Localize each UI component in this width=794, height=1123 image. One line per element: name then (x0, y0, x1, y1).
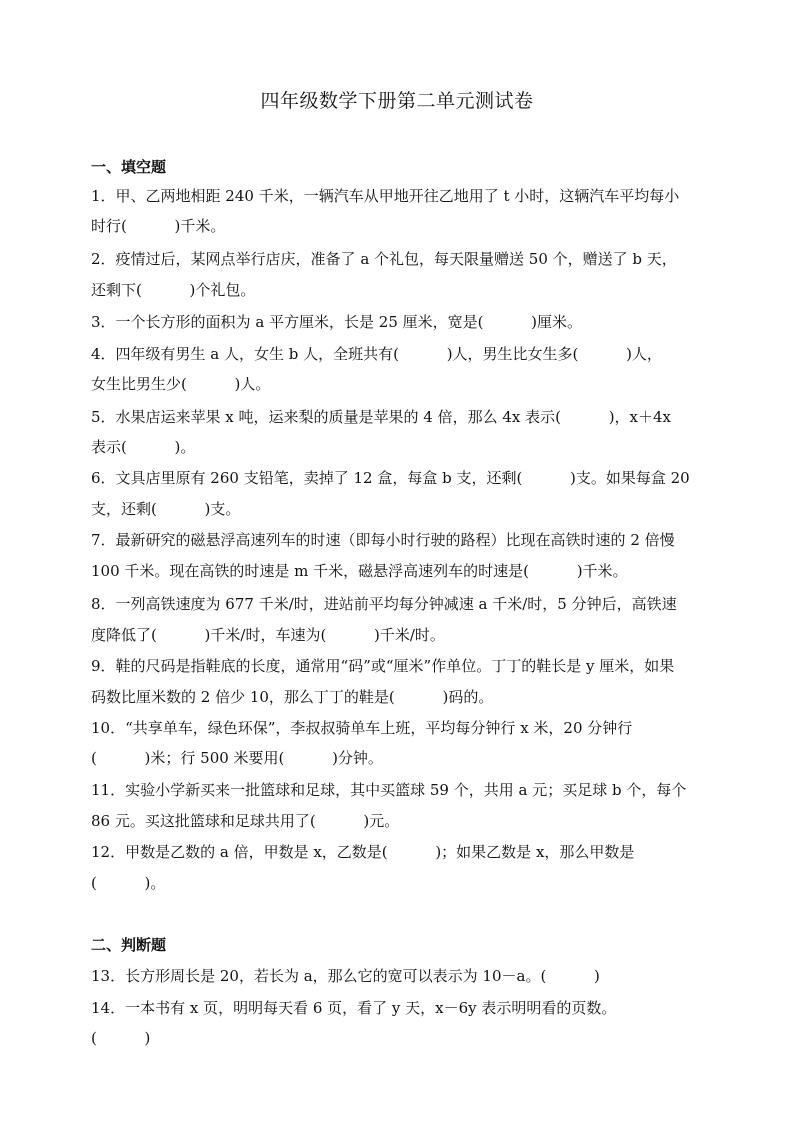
question-line: 86 元。买这批篮球和足球共用了( )元。 (91, 812, 400, 830)
question-line: ( )。 (91, 874, 166, 892)
question-line: 9．鞋的尺码是指鞋底的长度，通常用“码”或“厘米”作单位。丁丁的鞋长是 y 厘米，如果 (91, 657, 675, 675)
question-line: 13．长方形周长是 20，若长为 a，那么它的宽可以表示为 10－a。( ) (91, 967, 600, 985)
question-line: 1．甲、乙两地相距 240 千米，一辆汽车从甲地开往乙地用了 t 小时，这辆汽车平均每小 (91, 187, 680, 205)
question-line: 时行( )千米。 (91, 217, 226, 235)
question-line: 度降低了( )千米/时，车速为( )千米/时。 (91, 626, 445, 644)
question-line: 4．四年级有男生 a 人，女生 b 人，全班共有( )人，男生比女生多( )人， (91, 345, 662, 363)
question-line: 14．一本书有 x 页，明明每天看 6 页，看了 y 天，x－6y 表示明明看的页数。 (91, 999, 617, 1017)
page-title: 四年级数学下册第二单元测试卷 (260, 90, 534, 112)
question-line: 码数比厘米数的 2 倍少 10，那么丁丁的鞋是( )码的。 (91, 688, 494, 706)
question-line: 100 千米。现在高铁的时速是 m 千米，磁悬浮高速列车的时速是( )千米。 (91, 562, 628, 580)
question-line: 还剩下( )个礼包。 (91, 281, 256, 299)
question-line: ( ) (91, 1029, 151, 1047)
question-line: 支，还剩( )支。 (91, 500, 241, 518)
question-line: 12．甲数是乙数的 a 倍，甲数是 x，乙数是( )；如果乙数是 x，那么甲数是 (91, 843, 635, 861)
question-line: 7．最新研究的磁悬浮高速列车的时速（即每小时行驶的路程）比现在高铁时速的 2 倍慢 (91, 531, 675, 549)
question-line: 10．“共享单车，绿色环保”，李叔叔骑单车上班，平均每分钟行 x 米，20 分钟行 (91, 719, 633, 737)
question-line: 2．疫情过后，某网点举行店庆，准备了 a 个礼包，每天限量赠送 50 个，赠送了 b 天， (91, 250, 677, 268)
question-line: 11．实验小学新买来一批篮球和足球，其中买篮球 59 个，共用 a 元；买足球 b 个，每个 (91, 781, 687, 799)
question-line: 3．一个长方形的面积为 a 平方厘米，长是 25 厘米，宽是( )厘米。 (91, 313, 583, 331)
question-line: 表示( )。 (91, 438, 196, 456)
section-heading-true-false: 二、判断题 (91, 936, 167, 954)
question-line: ( )米；行 500 米要用( )分钟。 (91, 749, 383, 767)
question-line: 6．文具店里原有 260 支铅笔，卖掉了 12 盒，每盒 b 支，还剩( )支。如果每盒 20 (91, 469, 690, 487)
question-line: 5．水果店运来苹果 x 吨，运来梨的质量是苹果的 4 倍，那么 4x 表示( )，x＋4x (91, 408, 672, 426)
question-line: 8．一列高铁速度为 677 千米/时，进站前平均每分钟减速 a 千米/时，5 分钟后，高铁速 (91, 595, 677, 613)
question-line: 女生比男生少( )人。 (91, 375, 271, 393)
section-heading-fill-blanks: 一、填空题 (91, 158, 167, 176)
